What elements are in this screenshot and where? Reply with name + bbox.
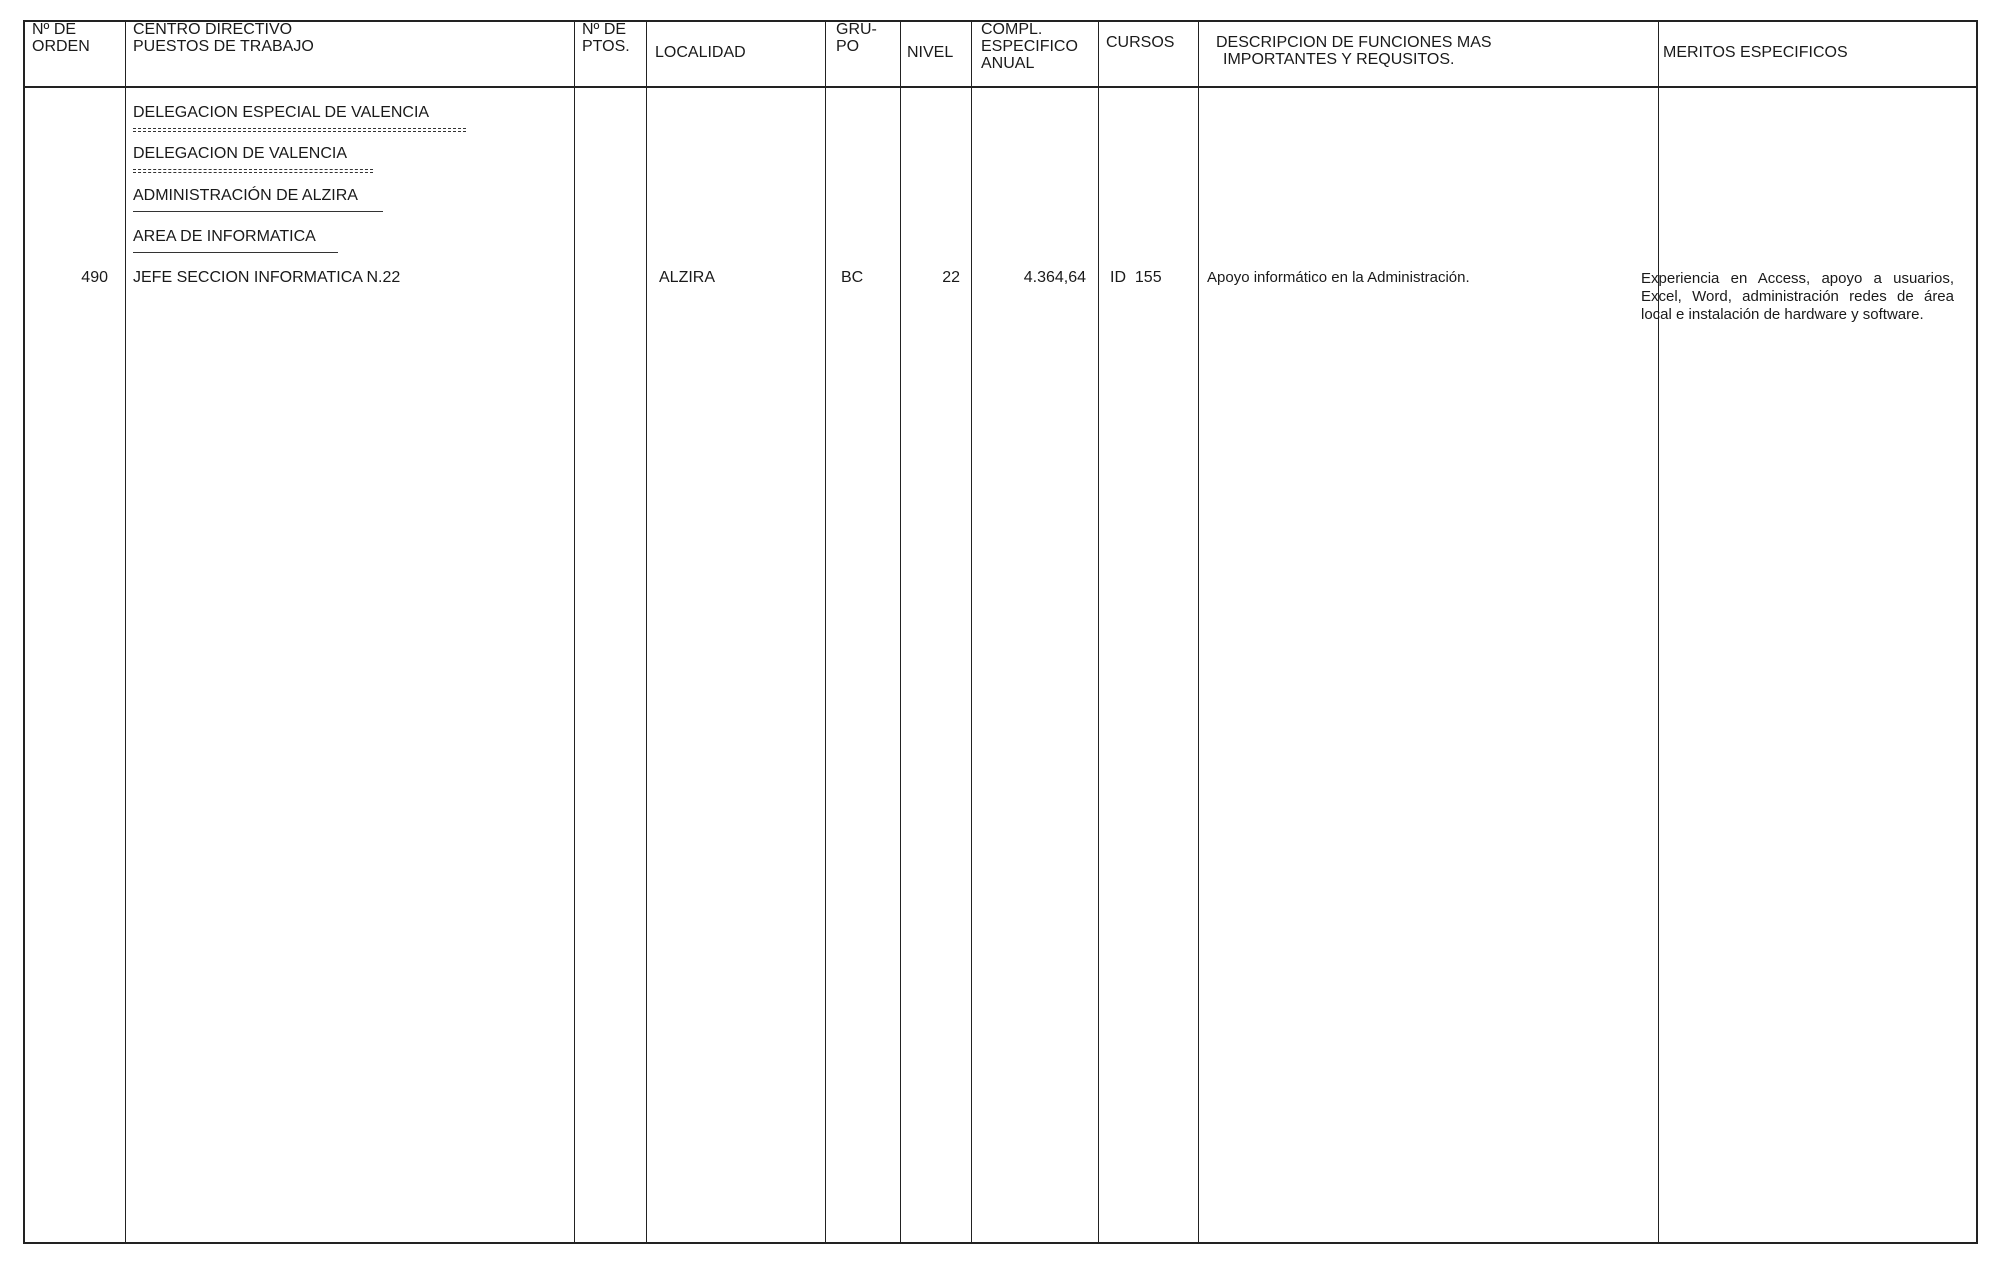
header-localidad: LOCALIDAD xyxy=(655,44,746,61)
header-ptos xyxy=(582,21,630,55)
header-grupo-line1: GRU- xyxy=(836,21,877,38)
column-divider xyxy=(1198,22,1199,1242)
column-divider xyxy=(900,22,901,1242)
column-divider xyxy=(1658,22,1659,1242)
column-divider xyxy=(825,22,826,1242)
double-underline xyxy=(133,128,466,132)
column-divider xyxy=(125,22,126,1242)
header-orden-line1: Nº DE xyxy=(32,21,77,38)
header-cursos: CURSOS xyxy=(1106,34,1175,51)
column-divider xyxy=(971,22,972,1242)
row-orden: 490 xyxy=(81,269,108,286)
column-divider xyxy=(574,22,575,1242)
header-descripcion-line2: IMPORTANTES Y REQUSITOS. xyxy=(1223,51,1455,68)
header-ptos-line1: Nº DE xyxy=(582,21,627,38)
row-puesto: JEFE SECCION INFORMATICA N.22 xyxy=(133,269,401,286)
header-nivel: NIVEL xyxy=(907,44,954,61)
administracion-heading: ADMINISTRACIÓN DE ALZIRA xyxy=(133,187,358,204)
header-centro-line1: CENTRO DIRECTIVO xyxy=(133,21,293,38)
row-cursos: ID 155 xyxy=(1110,269,1162,286)
row-descripcion: Apoyo informático en la Administración. xyxy=(1207,269,1470,286)
double-underline xyxy=(133,169,373,173)
header-divider xyxy=(25,86,1976,88)
row-nivel: 22 xyxy=(942,269,960,286)
delegacion-heading: DELEGACION DE VALENCIA xyxy=(133,145,347,162)
header-orden xyxy=(32,21,90,55)
single-underline xyxy=(133,211,383,212)
header-grupo xyxy=(836,21,877,55)
header-compl-line3: ANUAL xyxy=(981,55,1035,72)
header-meritos: MERITOS ESPECIFICOS xyxy=(1663,44,1848,61)
row-grupo: BC xyxy=(841,269,864,286)
column-divider xyxy=(646,22,647,1242)
header-compl-especifico xyxy=(981,21,1078,72)
header-ptos-line2: PTOS. xyxy=(582,38,630,55)
header-centro-directivo xyxy=(133,21,314,55)
header-compl-line1: COMPL. xyxy=(981,21,1043,38)
column-divider xyxy=(1098,22,1099,1242)
row-localidad: ALZIRA xyxy=(659,269,716,286)
header-descripcion xyxy=(1216,34,1492,68)
header-compl-line2: ESPECIFICO xyxy=(981,38,1078,55)
area-heading: AREA DE INFORMATICA xyxy=(133,228,316,245)
row-compl-especifico: 4.364,64 xyxy=(1023,269,1086,286)
single-underline xyxy=(133,252,338,253)
row-meritos: Experiencia en Access, apoyo a usuarios, Excel, Word, administración redes de área local e instalación de hardware y software. xyxy=(1641,270,1954,323)
header-orden-line2: ORDEN xyxy=(32,38,90,55)
delegacion-especial-heading: DELEGACION ESPECIAL DE VALENCIA xyxy=(133,104,430,121)
header-grupo-line2: PO xyxy=(836,38,860,55)
header-descripcion-line1: DESCRIPCION DE FUNCIONES MAS xyxy=(1216,34,1492,51)
header-centro-line2: PUESTOS DE TRABAJO xyxy=(133,38,314,55)
